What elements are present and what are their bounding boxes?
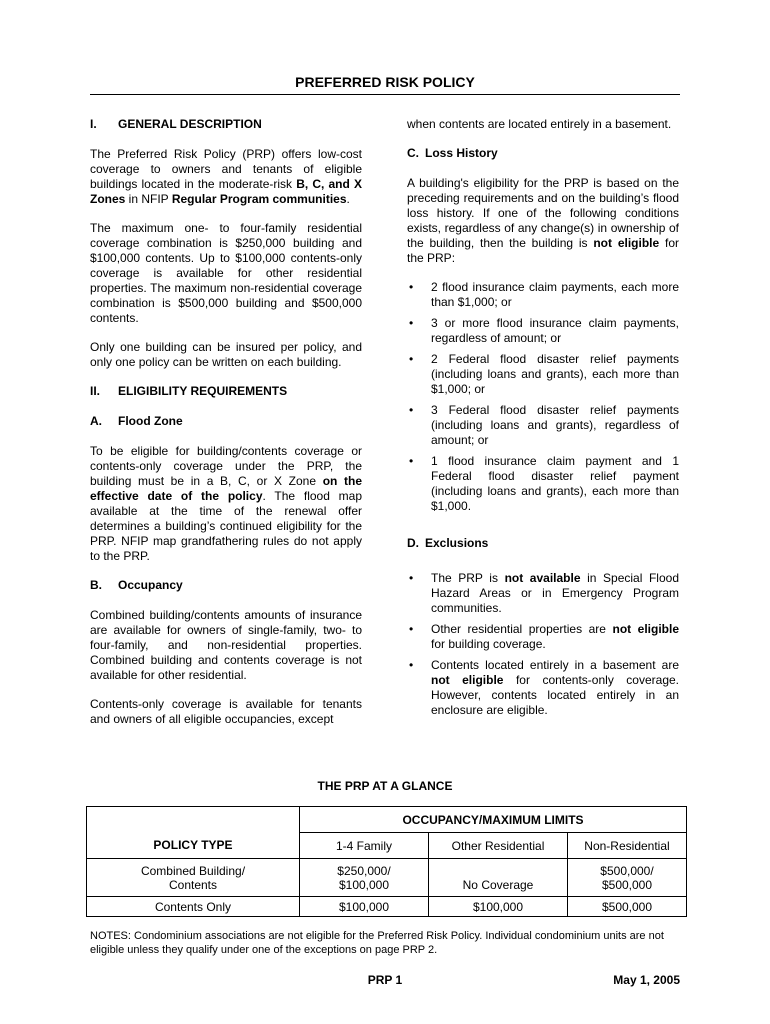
policy-type-header: POLICY TYPE xyxy=(87,807,300,859)
list-item: • 3 or more flood insurance claim payments, regardless of amount; or xyxy=(407,316,679,346)
table-cell: $100,000 xyxy=(429,897,568,917)
prp-summary-table xyxy=(86,806,687,917)
bold-text: not eligible xyxy=(431,673,504,687)
page-title: PREFERRED RISK POLICY xyxy=(90,74,680,95)
list-item xyxy=(407,622,679,652)
paragraph-one-building: Only one building can be insured per policy, and only one policy can be written on each building. xyxy=(90,340,362,369)
table-row xyxy=(87,897,687,917)
subsection-heading-flood-zone xyxy=(90,414,362,429)
subsection-letter: C. xyxy=(407,146,419,160)
text: in NFIP xyxy=(125,192,172,206)
section-number: I. xyxy=(90,117,97,131)
subsection-heading-occupancy xyxy=(90,578,362,593)
list-item xyxy=(407,571,679,616)
column-header: 1-4 Family xyxy=(300,833,429,859)
bold-text: B, C, and X Zones xyxy=(90,177,362,206)
table-cell: $500,000 xyxy=(568,897,687,917)
bold-text: on the effective date of the policy xyxy=(90,474,363,503)
subsection-letter: A. xyxy=(90,414,102,428)
left-column xyxy=(90,117,362,741)
list-item: • 2 Federal flood disaster relief payments (including loans and grants), each more than $1,000; or xyxy=(407,352,679,397)
loss-history-list xyxy=(407,280,679,514)
list-item: • 1 flood insurance claim payment and 1 Federal flood disaster relief payment (including loans and grants), each more than $1,000. xyxy=(407,454,679,514)
text: . xyxy=(346,192,350,206)
table-header-row xyxy=(87,807,687,833)
section-number: II. xyxy=(90,384,101,398)
text: for contents-only coverage. However, contents located entirely in an enclosure are eligible. xyxy=(431,673,679,717)
paragraph-contents-only: Contents-only coverage is available for tenants and owners of all eligible occupancies, except xyxy=(90,697,362,726)
page-number: PRP 1 xyxy=(367,973,403,987)
section-title: GENERAL DESCRIPTION xyxy=(118,117,262,131)
paragraph-occupancy: Combined building/contents amounts of insurance are available for owners of single-family, two- to four-family, and non-residential properties. Combined building and contents coverage is not available for other residential. xyxy=(90,608,362,682)
text: A building's eligibility for the PRP is based on the preceding requirements and on the building’s flood loss history. If one of the following conditions exists, regardless of any change(s) in ownership of the building, then the building is xyxy=(407,176,679,250)
text: Contents located entirely in a basement are xyxy=(431,658,679,672)
table-cell: $250,000/ $100,000 xyxy=(300,859,429,897)
column-header: Non-Residential xyxy=(568,833,687,859)
paragraph-flood-zone xyxy=(90,444,362,564)
text: . The flood map available at the time of the renewal offer determines a building’s continued eligibility for the PRP. NFIP map grandfathering rules do not apply to the PRP. xyxy=(90,489,363,563)
paragraph-basement-continued: when contents are located entirely in a basement. xyxy=(407,117,672,131)
text: for building coverage. xyxy=(431,637,546,651)
section-title: ELIGIBILITY REQUIREMENTS xyxy=(118,384,288,398)
paragraph-general-description xyxy=(90,147,362,207)
bold-text: not eligible xyxy=(593,236,660,250)
right-column xyxy=(407,117,679,732)
text: The Preferred Risk Policy (PRP) offers low-cost coverage to owners and tenants of eligible buildings located in the moderate-risk xyxy=(90,147,362,191)
occupancy-limits-header: OCCUPANCY/MAXIMUM LIMITS xyxy=(300,807,687,833)
list-item: • 2 flood insurance claim payments, each more than $1,000; or xyxy=(407,280,679,310)
footer-date: May 1, 2005 xyxy=(613,973,680,987)
table-cell: $100,000 xyxy=(300,897,429,917)
table-cell: No Coverage xyxy=(429,859,568,897)
bold-text: Regular Program communities xyxy=(171,192,347,206)
section-heading-eligibility xyxy=(90,384,362,399)
paragraph-maximum-coverage: The maximum one- to four-family residential coverage combination is $250,000 building and $100,000 contents. Up to $100,000 contents-only coverage is available for other residential properties. The maximum non-residential coverage combination is $500,000 building and $500,000 contents. xyxy=(90,221,362,325)
text: The PRP is xyxy=(431,571,505,585)
table-heading: THE PRP AT A GLANCE xyxy=(317,779,453,793)
paragraph-loss-history xyxy=(407,176,679,266)
list-item: • 3 Federal flood disaster relief payments (including loans and grants), regardless of amount; or xyxy=(407,403,679,448)
table-row xyxy=(87,859,687,897)
subsection-title: Exclusions xyxy=(425,536,489,550)
text: for the PRP: xyxy=(407,236,679,265)
subsection-title: Occupancy xyxy=(118,578,183,592)
subsection-heading-loss-history xyxy=(407,146,679,161)
table-notes: NOTES: Condominium associations are not eligible for the Preferred Risk Policy. Individual condominium units are not eligible unless they qualify under one of the exceptions on page PRP 2. xyxy=(90,930,664,956)
section-heading-general xyxy=(90,117,362,132)
table-cell: Contents Only xyxy=(87,897,300,917)
column-header: Other Residential xyxy=(429,833,568,859)
subsection-letter: B. xyxy=(90,578,102,592)
subsection-letter: D. xyxy=(407,536,419,550)
exclusions-list xyxy=(407,571,679,718)
text: To be eligible for building/contents coverage or contents-only coverage under the PRP, the building must be in a B, C, or X Zone xyxy=(90,444,362,488)
table-cell: $500,000/ $500,000 xyxy=(568,859,687,897)
table-cell: Combined Building/ Contents xyxy=(87,859,300,897)
subsection-title: Loss History xyxy=(425,146,498,160)
text: in Special Flood Hazard Areas or in Emergency Program communities. xyxy=(431,571,679,615)
bold-text: not eligible xyxy=(612,622,679,636)
bold-text: not available xyxy=(504,571,581,585)
list-item xyxy=(407,658,679,718)
subsection-heading-exclusions xyxy=(407,536,679,551)
text: Other residential properties are xyxy=(431,622,613,636)
subsection-title: Flood Zone xyxy=(118,414,183,428)
